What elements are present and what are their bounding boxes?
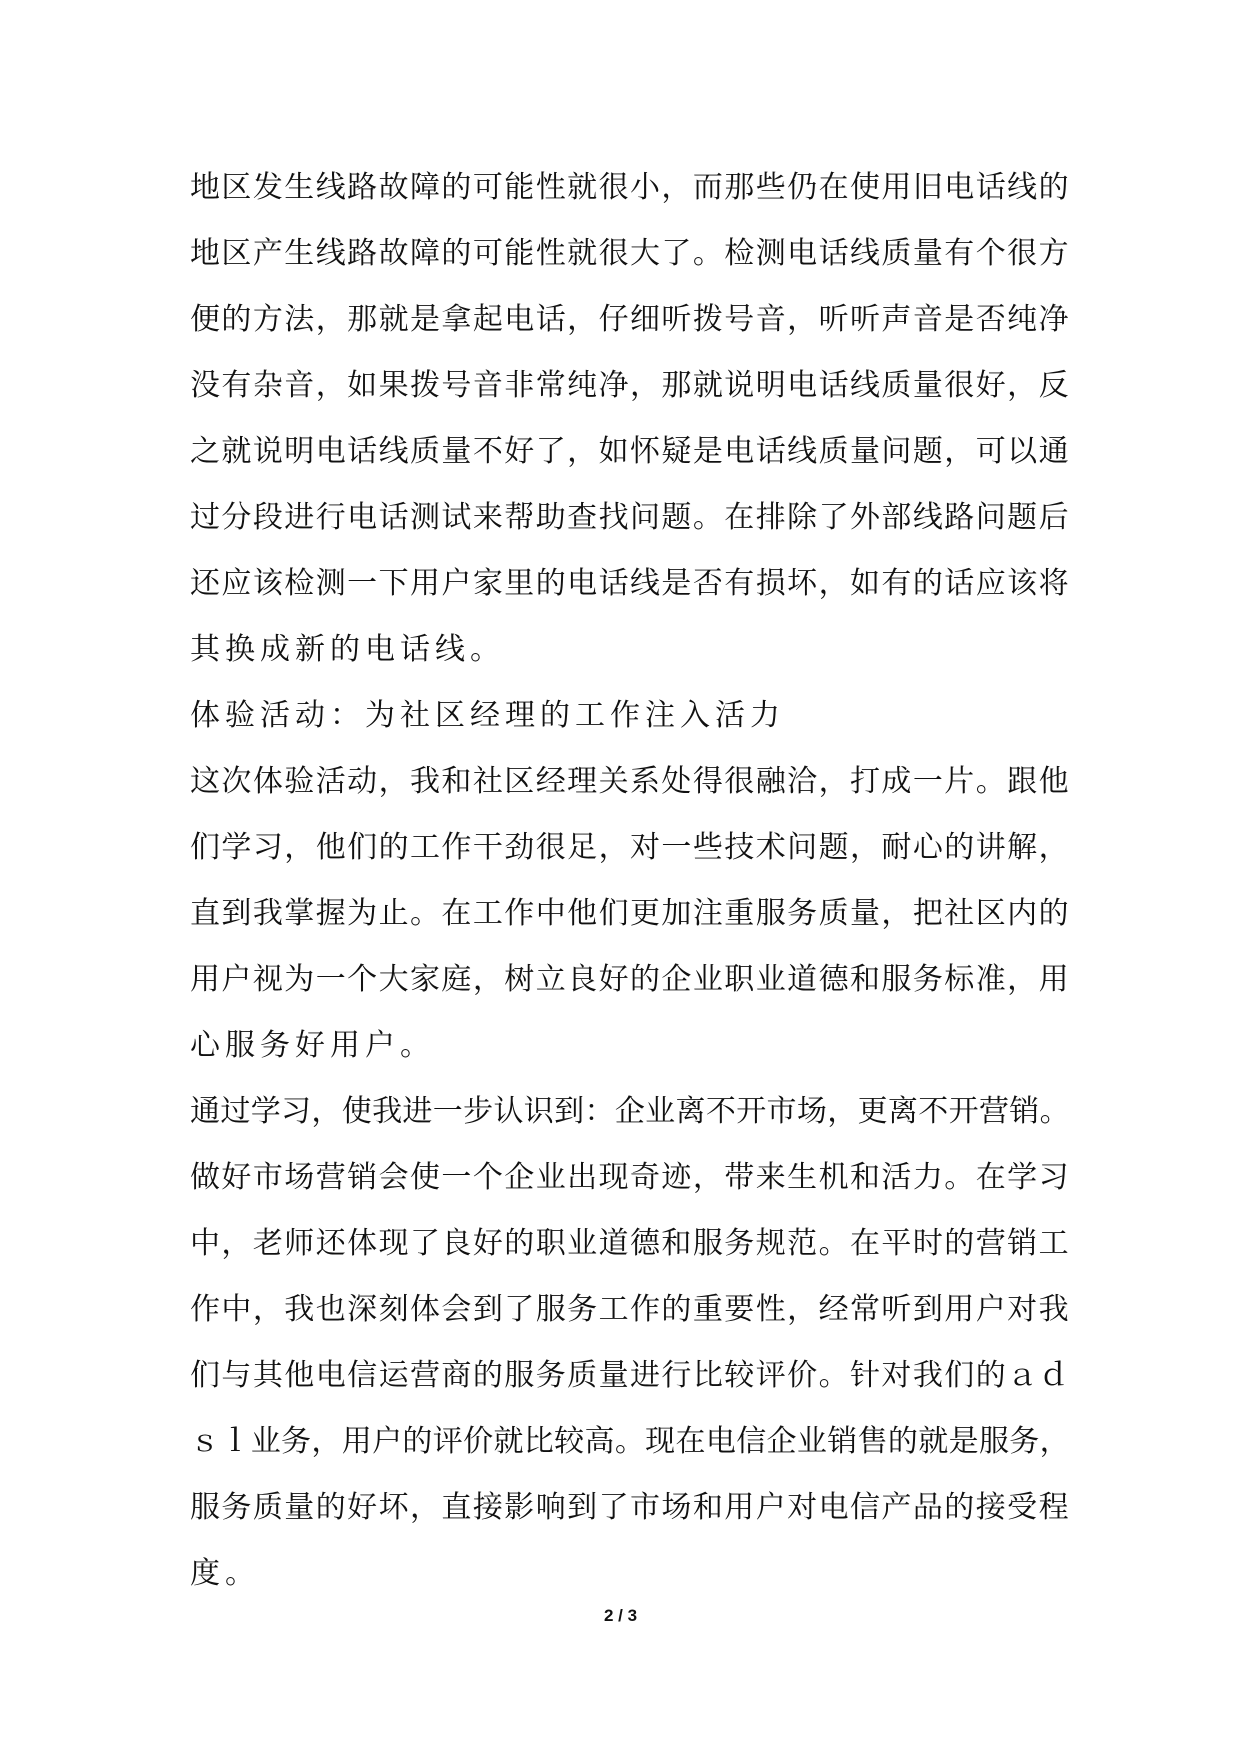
text-line: 便的方法，那就是拿起电话，仔细听拨号音，听听声音是否纯净 <box>190 302 1070 337</box>
text-line: 没有杂音，如果拨号音非常纯净，那就说明电话线质量很好，反 <box>190 368 1070 403</box>
section-heading: 体验活动：为社区经理的工作注入活力 <box>190 698 785 733</box>
text-line: 之就说明电话线质量不好了，如怀疑是电话线质量问题，可以通 <box>190 434 1070 469</box>
text-line: 地区发生线路故障的可能性就很小，而那些仍在使用旧电话线的 <box>190 170 1070 205</box>
text-line: 做好市场营销会使一个企业出现奇迹，带来生机和活力。在学习 <box>190 1160 1070 1195</box>
text-line: 们学习，他们的工作干劲很足，对一些技术问题，耐心的讲解， <box>190 830 1070 865</box>
text-line: 心服务好用户。 <box>190 1028 435 1063</box>
text-line: 度。 <box>190 1556 260 1591</box>
text-line: 中，老师还体现了良好的职业道德和服务规范。在平时的营销工 <box>190 1226 1070 1261</box>
text-line: 地区产生线路故障的可能性就很大了。检测电话线质量有个很方 <box>190 236 1070 271</box>
page-number: 2 / 3 <box>603 1606 638 1625</box>
text-line: 作中，我也深刻体会到了服务工作的重要性，经常听到用户对我 <box>190 1292 1070 1327</box>
text-line: 通过学习，使我进一步认识到：企业离不开市场，更离不开营销。 <box>190 1094 1070 1129</box>
text-line: 其换成新的电话线。 <box>190 632 505 667</box>
text-line: 们与其他电信运营商的服务质量进行比较评价。针对我们的ａｄ <box>190 1358 1070 1393</box>
text-line: 这次体验活动，我和社区经理关系处得很融洽，打成一片。跟他 <box>190 764 1070 799</box>
text-line: 还应该检测一下用户家里的电话线是否有损坏，如有的话应该将 <box>190 566 1070 601</box>
text-line: 过分段进行电话测试来帮助查找问题。在排除了外部线路问题后 <box>190 500 1070 535</box>
text-line: ｓｌ业务，用户的评价就比较高。现在电信企业销售的就是服务， <box>190 1424 1070 1459</box>
text-line: 用户视为一个大家庭，树立良好的企业职业道德和服务标准，用 <box>190 962 1070 997</box>
text-line: 服务质量的好坏，直接影响到了市场和用户对电信产品的接受程 <box>190 1490 1070 1525</box>
text-line: 直到我掌握为止。在工作中他们更加注重服务质量，把社区内的 <box>190 896 1070 931</box>
body-text <box>190 155 1070 1607</box>
